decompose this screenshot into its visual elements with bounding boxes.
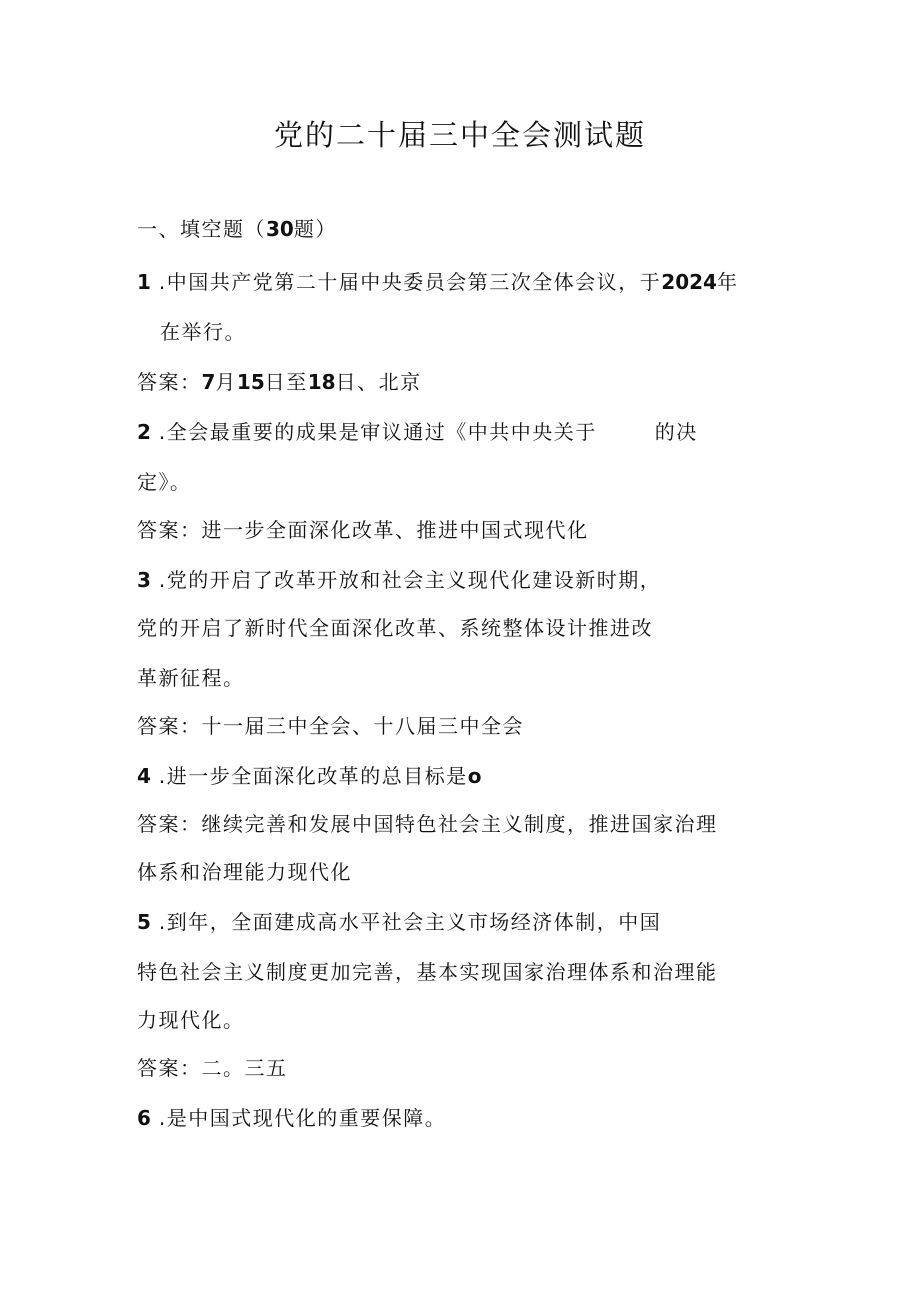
answer-label: 答案： [137, 518, 202, 542]
question-5-text-1: .到年，全面建成高水平社会主义市场经济体制，中国 [158, 910, 662, 934]
question-1-line-2: 在举行。 [160, 320, 246, 344]
question-3-text-1: .党的开启了改革开放和社会主义现代化建设新时期， [158, 568, 662, 592]
question-2-line-1 [137, 418, 698, 446]
question-2-line-2: 定》。 [137, 470, 192, 494]
question-4-text-1: .进一步全面深化改革的总目标是 [158, 764, 468, 788]
question-1-line-1 [137, 268, 738, 296]
answer-1-part-2: 月 [215, 370, 237, 394]
question-4-number: 4 [137, 764, 151, 788]
page-title: 党的二十届三中全会测试题 [273, 118, 646, 152]
answer-1-part-4: 日至 [264, 370, 308, 394]
answer-label: 答案： [137, 714, 202, 738]
answer-5-text: 二。三五 [201, 1056, 288, 1080]
question-3-line-3: 革新征程。 [137, 666, 245, 690]
question-1-year: 2024 [661, 270, 717, 294]
question-2-text-1: .全会最重要的成果是审议通过《中共中央关于 [158, 420, 597, 444]
question-5-line-3: 力现代化。 [137, 1008, 245, 1032]
question-5-number: 5 [137, 910, 151, 934]
question-1-text-1-end: 年 [716, 270, 739, 294]
question-3-number: 3 [137, 568, 151, 592]
answer-4-line-1: 继续完善和发展中国特色社会主义制度，推进国家治理 [201, 812, 718, 836]
question-6-text-1: .是中国式现代化的重要保障。 [158, 1106, 447, 1130]
question-5-answer [137, 1054, 288, 1082]
question-3-line-1 [137, 566, 661, 594]
question-1-answer [137, 368, 422, 396]
question-1-number: 1 [137, 270, 151, 294]
answer-label: 答案： [137, 370, 202, 394]
question-2-text-1-end: 的决 [654, 420, 698, 444]
question-4-answer-line-2: 体系和治理能力现代化 [137, 860, 352, 884]
answer-label: 答案： [137, 1056, 202, 1080]
section-heading-suffix: 题） [293, 217, 337, 241]
question-3-answer [137, 712, 524, 740]
section-heading [137, 215, 337, 243]
question-4-line-1 [137, 762, 482, 790]
answer-3-text: 十一届三中全会、十八届三中全会 [201, 714, 524, 738]
question-3-line-2: 党的开启了新时代全面深化改革、系统整体设计推进改 [137, 616, 653, 640]
question-2-number: 2 [137, 420, 151, 444]
question-1-text-1: .中国共产党第二十届中央委员会第三次全体会议，于 [158, 270, 662, 294]
question-4-answer [137, 810, 718, 838]
answer-2-text: 进一步全面深化改革、推进中国式现代化 [201, 518, 589, 542]
question-6-number: 6 [137, 1106, 151, 1130]
answer-1-part-5: 18 [307, 370, 336, 394]
answer-label: 答案： [137, 812, 202, 836]
question-4-text-1-end: o [467, 764, 482, 788]
answer-1-part-1: 7 [201, 370, 216, 394]
question-6-line-1 [137, 1104, 446, 1132]
question-5-line-2: 特色社会主义制度更加完善，基本实现国家治理体系和治理能 [137, 960, 718, 984]
answer-1-part-3: 15 [236, 370, 265, 394]
section-heading-prefix: 一、填空题（ [137, 217, 266, 241]
question-2-answer [137, 516, 589, 544]
answer-1-part-6: 日、北京 [335, 370, 422, 394]
question-5-line-1 [137, 908, 661, 936]
section-heading-count: 30 [266, 217, 294, 241]
